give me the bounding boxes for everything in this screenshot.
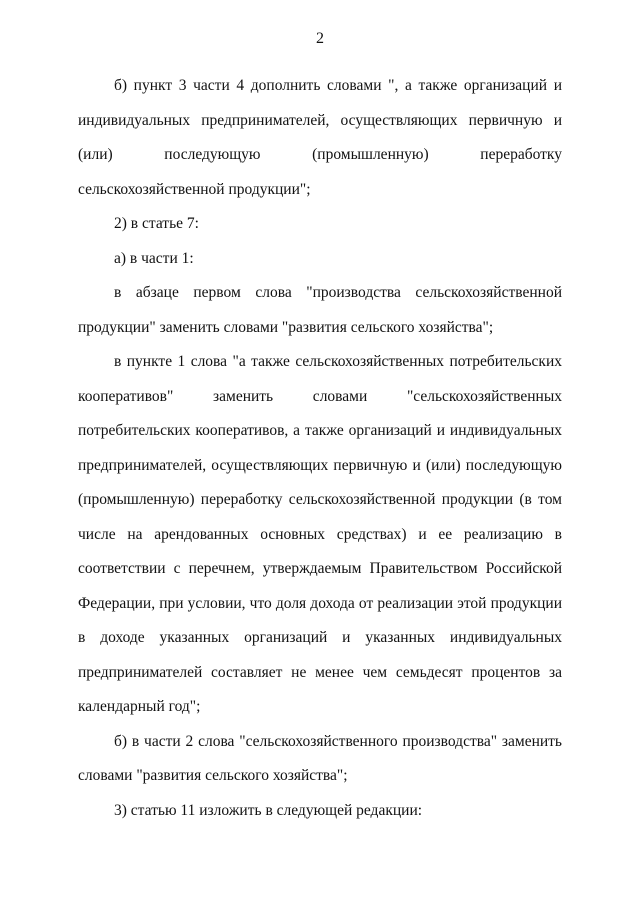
paragraph-article-11: 3) статью 11 изложить в следующей редакции: xyxy=(114,801,423,819)
page-number: 2 xyxy=(316,30,324,47)
paragraph-part-1: а) в части 1: xyxy=(114,249,194,267)
paragraph-article-7: 2) в статье 7: xyxy=(114,215,199,232)
paragraph-part-2: б) в части 2 слова "сельскохозяйственного производства" заменить словами "развития сельского хозяйства"; xyxy=(78,732,562,784)
paragraph-first-abzac: в абзаце первом слова "производства сельскохозяйственной продукции" заменить словами "развития сельского хозяйства"; xyxy=(78,284,562,336)
paragraph-amendment-b-point-3: б) пункт 3 части 4 дополнить словами ", а также организаций и индивидуальных предпринимателей, осуществляющих первичную и (или) последующую (промышленную) переработку сельскохозяйственной продукции"; xyxy=(78,77,562,198)
document-body xyxy=(78,69,562,828)
paragraph-point-1: в пункте 1 слова "а также сельскохозяйственных потребительских кооперативов" заменить словами "сельскохозяйственных потребительских кооперативов, а также организаций и индивидуальных предпринимателей, осуществляющих первичную и (или) последующую (промышленную) переработку сельскохозяйственной продукции (в том числе на арендованных основных средствах) и ее реализацию в соответствии с перечнем, утверждаемым Правительством Российской Федерации, при условии, что доля дохода от реализации этой продукции в доходе указанных организаций и указанных индивидуальных предпринимателей составляет не менее чем семьдесят процентов за календарный год"; xyxy=(78,353,562,715)
